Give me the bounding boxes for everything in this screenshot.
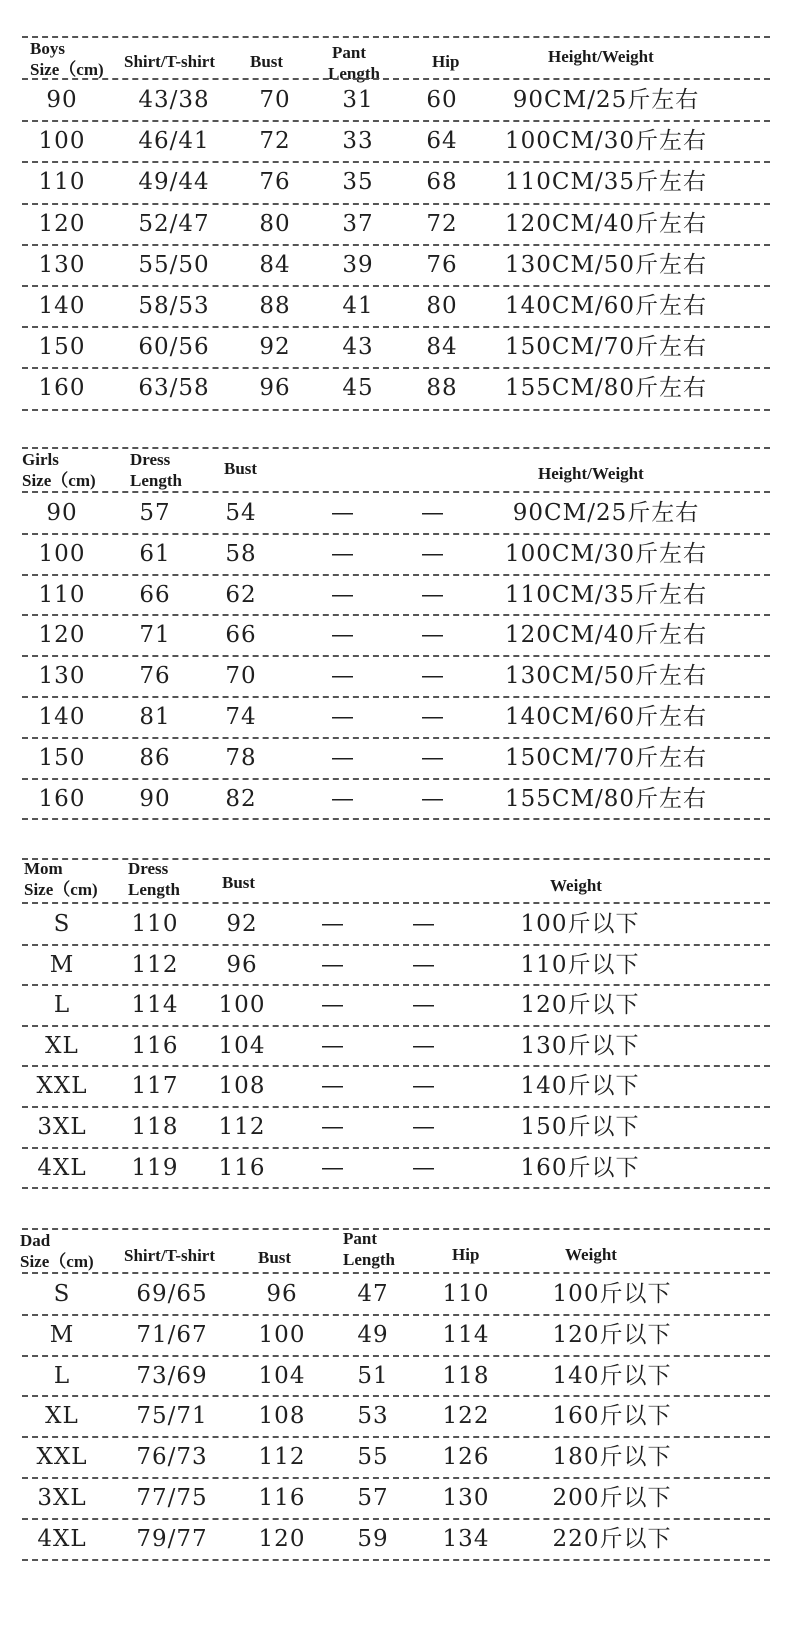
shirt-cell: 76/73 (136, 1444, 208, 1471)
table-row (0, 615, 790, 656)
bust-cell: 70 (225, 663, 257, 690)
bust-cell: 58 (225, 540, 257, 567)
weight-cell: 160斤以下 (552, 1403, 672, 1430)
size-cell: 100 (38, 540, 86, 567)
col-5-cell: — (421, 500, 445, 526)
dress-length-cell: 57 (139, 500, 171, 526)
shirt-cell: 43/38 (138, 87, 210, 113)
header-line: Pant (332, 43, 366, 62)
col-4-cell: — (321, 1032, 345, 1059)
weight-header: Weight (550, 876, 602, 895)
weight-cell: 130斤以下 (520, 1032, 640, 1059)
header-line: Mom (24, 859, 63, 878)
weight-cell: 100斤以下 (520, 911, 640, 937)
hip-cell: 134 (442, 1525, 490, 1552)
table-row (0, 575, 790, 616)
table-row (0, 697, 790, 738)
table-row (0, 1148, 790, 1189)
dress-length-header (128, 858, 180, 900)
size-cell: S (53, 1281, 71, 1307)
shirt-cell: 69/65 (136, 1281, 208, 1307)
hip-cell: 60 (426, 87, 458, 113)
table-row (0, 162, 790, 203)
table-row (0, 738, 790, 779)
shirt-cell: 49/44 (138, 169, 210, 196)
size-cell: S (53, 911, 71, 937)
dress-length-cell: 112 (131, 951, 179, 978)
dad-size-table (0, 1228, 790, 1552)
dress-length-cell: 119 (131, 1154, 179, 1181)
shirt-cell: 58/53 (138, 293, 210, 319)
pant-length-cell: 39 (342, 251, 374, 278)
col-4-cell: — (331, 744, 355, 771)
col-5-cell: — (421, 663, 445, 690)
col-5-cell: — (412, 1032, 436, 1059)
hip-cell: 114 (442, 1321, 490, 1348)
dress-length-cell: 116 (131, 1032, 179, 1059)
mom-size-table (0, 858, 790, 1181)
hip-cell: 64 (426, 128, 458, 155)
table-row (0, 534, 790, 575)
size-cell: XL (45, 1032, 79, 1059)
size-cell: L (53, 1362, 71, 1389)
bust-cell: 70 (259, 87, 291, 113)
height-weight-header: Height/Weight (548, 47, 654, 66)
size-cell: 120 (38, 622, 86, 649)
dress-length-cell: 81 (139, 704, 171, 730)
col-5-cell: — (412, 1073, 436, 1100)
header-line: Size（cm) (20, 1252, 94, 1271)
shirt-cell: 52/47 (138, 210, 210, 237)
table-row (0, 286, 790, 327)
size-cell: 4XL (37, 1154, 87, 1181)
shirt-cell: 79/77 (136, 1525, 208, 1552)
dress-length-cell: 76 (139, 663, 171, 690)
dress-length-header (130, 449, 182, 491)
size-cell: 130 (38, 663, 86, 690)
dress-length-cell: 86 (139, 744, 171, 771)
pant-length-cell: 33 (342, 128, 374, 155)
size-cell: M (49, 951, 75, 978)
col-4-cell: — (321, 911, 345, 937)
size-cell: XXL (36, 1073, 88, 1100)
hip-cell: 130 (442, 1485, 490, 1511)
bust-cell: 104 (218, 1032, 266, 1059)
pant-length-cell: 43 (342, 334, 374, 361)
bust-cell: 116 (218, 1154, 266, 1181)
height-weight-header: Height/Weight (538, 464, 644, 483)
mom-size-header (24, 858, 98, 900)
table-row (0, 1066, 790, 1107)
weight-header: Weight (565, 1245, 617, 1264)
table-row (0, 779, 790, 820)
bust-cell: 74 (225, 704, 257, 730)
pant-length-cell: 49 (357, 1321, 389, 1348)
col-5-cell: — (421, 581, 445, 608)
col-4-cell: — (321, 1073, 345, 1100)
table-row (0, 1356, 790, 1397)
girls-size-table (0, 447, 790, 812)
table-row (0, 121, 790, 162)
shirt-cell: 75/71 (136, 1403, 208, 1430)
size-cell: 120 (38, 210, 86, 237)
weight-cell: 140斤以下 (520, 1073, 640, 1100)
header-line: Length (130, 471, 182, 490)
table-row (0, 904, 790, 945)
col-4-cell: — (321, 1154, 345, 1181)
col-4-cell: — (331, 663, 355, 690)
col-4-cell: — (331, 540, 355, 567)
size-cell: 4XL (37, 1525, 87, 1552)
divider (22, 409, 770, 411)
size-cell: 130 (38, 251, 86, 278)
size-cell: 100 (38, 128, 86, 155)
table-row (0, 1107, 790, 1148)
bust-cell: 108 (218, 1073, 266, 1100)
header-line: Dress (130, 450, 171, 469)
dad-size-header (20, 1230, 94, 1272)
header-line: Size（cm) (30, 60, 104, 79)
col-5-cell: — (412, 1114, 436, 1140)
table-row (0, 945, 790, 986)
bust-cell: 78 (225, 744, 257, 771)
table-row (0, 204, 790, 245)
size-cell: 160 (38, 785, 86, 812)
pant-length-cell: 37 (342, 210, 374, 237)
size-cell: 160 (38, 375, 86, 402)
col-5-cell: — (412, 992, 436, 1019)
pant-length-cell: 51 (357, 1362, 389, 1389)
table-row (0, 985, 790, 1026)
bust-cell: 96 (266, 1281, 298, 1307)
size-cell: 140 (38, 293, 86, 319)
hip-cell: 122 (442, 1403, 490, 1430)
header-line: Girls (22, 450, 59, 469)
col-5-cell: — (412, 1154, 436, 1181)
table-row (0, 1274, 790, 1315)
shirt-cell: 55/50 (138, 251, 210, 278)
bust-cell: 100 (218, 992, 266, 1019)
hip-header: Hip (432, 52, 460, 71)
table-row (0, 1396, 790, 1437)
bust-cell: 80 (259, 210, 291, 237)
height-weight-cell: 120CM/40斤左右 (504, 210, 708, 237)
weight-cell: 120斤以下 (520, 992, 640, 1019)
hip-cell: 118 (442, 1362, 490, 1389)
bust-cell: 112 (258, 1444, 306, 1471)
shirt-cell: 63/58 (138, 375, 210, 402)
table-row (0, 656, 790, 697)
col-5-cell: — (421, 622, 445, 649)
shirt-header: Shirt/T-shirt (124, 1246, 216, 1265)
bust-cell: 76 (259, 169, 291, 196)
dress-length-cell: 71 (139, 622, 171, 649)
height-weight-cell: 140CM/60斤左右 (504, 293, 708, 319)
col-4-cell: — (321, 992, 345, 1019)
col-5-cell: — (421, 744, 445, 771)
header-line: Dress (128, 859, 169, 878)
weight-cell: 160斤以下 (520, 1154, 640, 1181)
table-row (0, 493, 790, 534)
weight-cell: 180斤以下 (552, 1444, 672, 1471)
hip-cell: 80 (426, 293, 458, 319)
pant-length-cell: 53 (357, 1403, 389, 1430)
table-row (0, 1478, 790, 1519)
header-line: Length (128, 880, 180, 899)
bust-cell: 66 (225, 622, 257, 649)
shirt-cell: 77/75 (136, 1485, 208, 1511)
hip-cell: 68 (426, 169, 458, 196)
pant-length-cell: 35 (342, 169, 374, 196)
col-4-cell: — (321, 1114, 345, 1140)
height-weight-cell: 130CM/50斤左右 (504, 663, 708, 690)
bust-cell: 88 (259, 293, 291, 319)
size-cell: 110 (38, 581, 86, 608)
header-line: Size（cm) (24, 880, 98, 899)
height-weight-cell: 110CM/35斤左右 (504, 169, 708, 196)
header-line: Dad (20, 1231, 51, 1250)
weight-cell: 100斤以下 (552, 1281, 672, 1307)
size-cell: 110 (38, 169, 86, 196)
bust-cell: 108 (258, 1403, 306, 1430)
bust-cell: 120 (258, 1525, 306, 1552)
dress-length-cell: 117 (131, 1073, 179, 1100)
pant-length-cell: 41 (342, 293, 374, 319)
size-cell: 150 (38, 334, 86, 361)
hip-header: Hip (452, 1245, 480, 1264)
shirt-cell: 60/56 (138, 334, 210, 361)
size-cell: L (53, 992, 71, 1019)
weight-cell: 140斤以下 (552, 1362, 672, 1389)
hip-cell: 126 (442, 1444, 490, 1471)
col-5-cell: — (421, 540, 445, 567)
col-4-cell: — (331, 500, 355, 526)
dress-length-cell: 90 (139, 785, 171, 812)
bust-cell: 82 (225, 785, 257, 812)
size-cell: M (49, 1321, 75, 1348)
height-weight-cell: 100CM/30斤左右 (504, 540, 708, 567)
divider (22, 818, 770, 820)
weight-cell: 150斤以下 (520, 1114, 640, 1140)
bust-cell: 92 (226, 911, 258, 937)
bust-cell: 72 (259, 128, 291, 155)
height-weight-cell: 155CM/80斤左右 (504, 375, 708, 402)
hip-cell: 76 (426, 251, 458, 278)
pant-length-cell: 59 (357, 1525, 389, 1552)
bust-header: Bust (224, 459, 258, 478)
header-line: Length (328, 64, 380, 83)
col-5-cell: — (421, 785, 445, 812)
col-4-cell: — (331, 581, 355, 608)
header-line: Size（cm) (22, 471, 96, 490)
height-weight-cell: 150CM/70斤左右 (504, 744, 708, 771)
col-4-cell: — (321, 951, 345, 978)
shirt-cell: 71/67 (136, 1321, 208, 1348)
dress-length-cell: 61 (139, 540, 171, 567)
table-row (0, 368, 790, 409)
height-weight-cell: 110CM/35斤左右 (504, 581, 708, 608)
col-4-cell: — (331, 622, 355, 649)
table-row (0, 1437, 790, 1478)
divider (22, 1187, 770, 1189)
col-4-cell: — (331, 704, 355, 730)
weight-cell: 110斤以下 (520, 951, 640, 978)
height-weight-cell: 90CM/25斤左右 (512, 500, 700, 526)
pant-length-cell: 47 (357, 1281, 389, 1307)
weight-cell: 220斤以下 (552, 1525, 672, 1552)
dress-length-cell: 114 (131, 992, 179, 1019)
bust-header: Bust (258, 1248, 292, 1267)
table-row (0, 245, 790, 286)
height-weight-cell: 130CM/50斤左右 (504, 251, 708, 278)
size-cell: 150 (38, 744, 86, 771)
bust-cell: 84 (259, 251, 291, 278)
height-weight-cell: 155CM/80斤左右 (504, 785, 708, 812)
height-weight-cell: 120CM/40斤左右 (504, 622, 708, 649)
bust-cell: 96 (259, 375, 291, 402)
height-weight-cell: 150CM/70斤左右 (504, 334, 708, 361)
table-row (0, 1026, 790, 1067)
girls-size-header (22, 449, 96, 491)
table-row (0, 1315, 790, 1356)
col-5-cell: — (412, 951, 436, 978)
boys-size-header (30, 38, 104, 80)
bust-cell: 92 (259, 334, 291, 361)
bust-cell: 54 (225, 500, 257, 526)
bust-header: Bust (250, 52, 284, 71)
divider (22, 1559, 770, 1561)
shirt-cell: 46/41 (138, 128, 210, 155)
bust-cell: 116 (258, 1485, 306, 1511)
pant-length-header (343, 1228, 395, 1270)
pant-length-cell: 31 (342, 87, 374, 113)
bust-cell: 104 (258, 1362, 306, 1389)
size-cell: 140 (38, 704, 86, 730)
bust-cell: 96 (226, 951, 258, 978)
size-cell: XXL (36, 1444, 88, 1471)
height-weight-cell: 90CM/25斤左右 (512, 87, 700, 113)
size-cell: 90 (46, 500, 78, 526)
height-weight-cell: 100CM/30斤左右 (504, 128, 708, 155)
bust-header: Bust (222, 873, 256, 892)
weight-cell: 120斤以下 (552, 1321, 672, 1348)
dress-length-cell: 110 (131, 911, 179, 937)
pant-length-cell: 55 (357, 1444, 389, 1471)
hip-cell: 72 (426, 210, 458, 237)
size-cell: 90 (46, 87, 78, 113)
weight-cell: 200斤以下 (552, 1485, 672, 1511)
col-5-cell: — (412, 911, 436, 937)
col-4-cell: — (331, 785, 355, 812)
height-weight-cell: 140CM/60斤左右 (504, 704, 708, 730)
shirt-header: Shirt/T-shirt (124, 52, 216, 71)
hip-cell: 84 (426, 334, 458, 361)
dress-length-cell: 118 (131, 1114, 179, 1140)
dress-length-cell: 66 (139, 581, 171, 608)
header-line: Pant (343, 1229, 377, 1248)
pant-length-cell: 45 (342, 375, 374, 402)
boys-size-table (0, 36, 790, 402)
header-line: Boys (30, 39, 65, 58)
size-cell: 3XL (37, 1485, 87, 1511)
col-5-cell: — (421, 704, 445, 730)
size-cell: 3XL (37, 1114, 87, 1140)
hip-cell: 110 (442, 1281, 490, 1307)
bust-cell: 62 (225, 581, 257, 608)
size-cell: XL (45, 1403, 79, 1430)
table-row (0, 80, 790, 121)
bust-cell: 100 (258, 1321, 306, 1348)
pant-length-cell: 57 (357, 1485, 389, 1511)
bust-cell: 112 (218, 1114, 266, 1140)
shirt-cell: 73/69 (136, 1362, 208, 1389)
header-line: Length (343, 1250, 395, 1269)
table-row (0, 327, 790, 368)
hip-cell: 88 (426, 375, 458, 402)
table-row (0, 1519, 790, 1560)
